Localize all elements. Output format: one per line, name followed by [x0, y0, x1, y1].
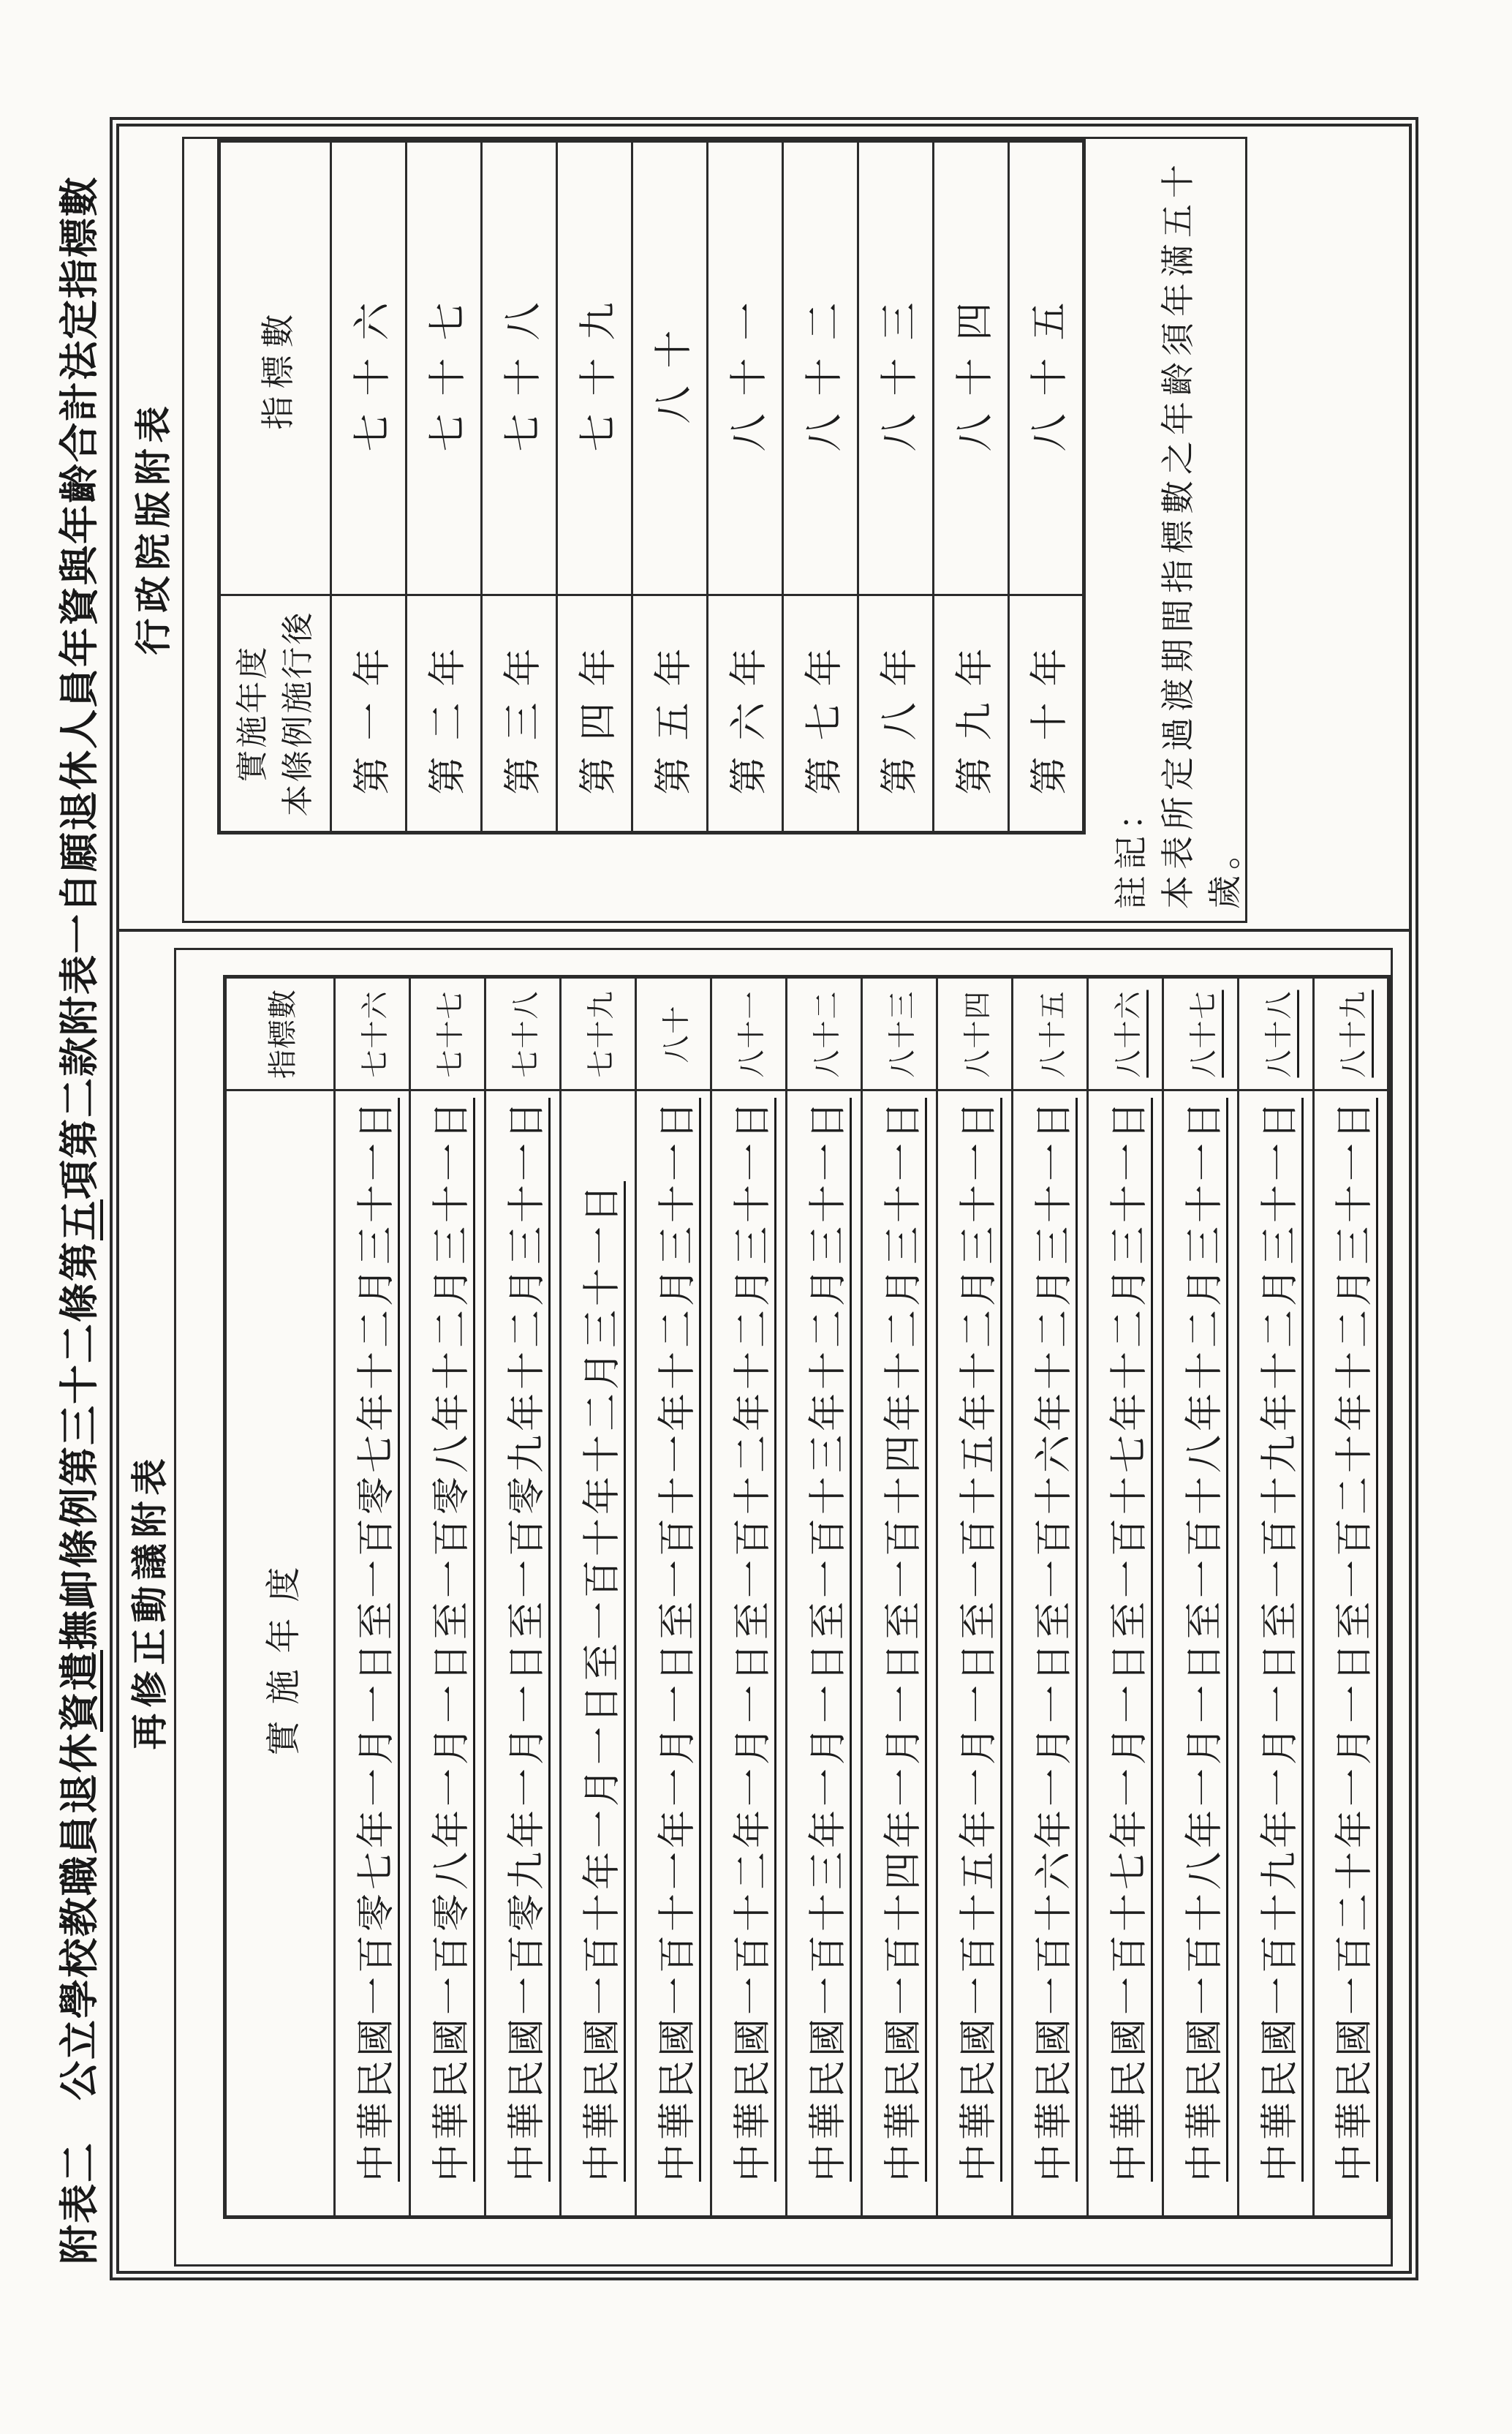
year-cell: 第八年 — [858, 595, 934, 833]
index-cell: 七十七 — [407, 141, 482, 595]
table-row — [410, 977, 485, 2218]
year-cell: 中華民國一百二十年一月一日至一百二十年十二月三十一日 — [1314, 1090, 1389, 2218]
table-row — [1009, 141, 1084, 833]
table-row — [858, 141, 934, 833]
index-cell: 八十五 — [1009, 141, 1084, 595]
year-cell: 中華民國一百十一年一月一日至一百十一年十二月三十一日 — [636, 1090, 711, 2218]
year-cell: 中華民國一百十八年一月一日至一百十八年十二月三十一日 — [1163, 1090, 1239, 2218]
index-cell: 七十七 — [410, 977, 485, 1090]
table-row — [331, 141, 407, 833]
table-row — [711, 977, 787, 2218]
title-part: 撫卹條例第三十二條第 — [56, 1240, 102, 1650]
year-cell: 中華民國一百零九年一月一日至一百零九年十二月三十一日 — [485, 1090, 561, 2218]
year-cell: 第三年 — [482, 595, 557, 833]
note-label: 註記： — [1111, 791, 1151, 909]
year-cell: 中華民國一百十七年一月一日至一百十七年十二月三十一日 — [1088, 1090, 1163, 2218]
index-cell: 七十八 — [485, 977, 561, 1090]
index-cell: 七十九 — [561, 977, 636, 1090]
table-row — [632, 141, 708, 833]
column-header-year — [219, 595, 331, 833]
index-cell: 八十五 — [1013, 977, 1088, 1090]
year-cell: 第五年 — [632, 595, 708, 833]
executive-yuan-table — [217, 139, 1086, 834]
note-line: 本表所定過渡期間指標數之年齡須年滿五十 — [1158, 159, 1198, 909]
section-content-box — [174, 948, 1393, 2267]
header-year-line2: 本條例施行後 — [279, 610, 317, 817]
section-content-box — [182, 137, 1247, 923]
index-cell: 七十八 — [482, 141, 557, 595]
table-header-row — [225, 977, 335, 2218]
table-row — [787, 977, 862, 2218]
re-amendment-table — [223, 975, 1391, 2219]
index-cell: 八十三 — [862, 977, 937, 1090]
header-year-line1: 實施年度 — [233, 644, 271, 783]
table-header-row — [219, 141, 331, 833]
year-cell: 第二年 — [407, 595, 482, 833]
index-cell: 八十四 — [934, 141, 1009, 595]
year-cell: 第九年 — [934, 595, 1009, 833]
table-row — [934, 141, 1009, 833]
index-cell: 八十二 — [783, 141, 858, 595]
table-row — [1239, 977, 1314, 2218]
index-cell: 八十 — [636, 977, 711, 1090]
index-cell: 八十 — [632, 141, 708, 595]
table-row — [937, 977, 1013, 2218]
index-cell: 八十一 — [711, 977, 787, 1090]
table-note — [1108, 146, 1248, 909]
note-line: 歲。 — [1205, 830, 1244, 909]
index-cell: 八十三 — [858, 141, 934, 595]
year-cell: 第一年 — [331, 595, 407, 833]
table-row — [482, 141, 557, 833]
year-cell: 中華民國一百零八年一月一日至一百零八年十二月三十一日 — [410, 1090, 485, 2218]
section-label: 行政院版附表 — [132, 400, 175, 655]
table-row — [561, 977, 636, 2218]
title-emphasis: 資遣 — [56, 1650, 102, 1732]
title-part: 附表二 公立學校教職員退休 — [56, 1732, 102, 2264]
table-row — [1013, 977, 1088, 2218]
year-cell: 中華民國一百十五年一月一日至一百十五年十二月三十一日 — [937, 1090, 1013, 2218]
title-part: 項第二款附表一自願退休人員年資與年齡合計法定指標數 — [56, 176, 102, 1199]
year-cell: 中華民國一百十三年一月一日至一百十三年十二月三十一日 — [787, 1090, 862, 2218]
year-cell: 第六年 — [708, 595, 783, 833]
index-cell: 八十二 — [787, 977, 862, 1090]
table-row — [485, 977, 561, 2218]
table-row — [1088, 977, 1163, 2218]
year-cell: 中華民國一百零七年一月一日至一百零七年十二月三十一日 — [335, 1090, 410, 2218]
index-cell: 七十六 — [331, 141, 407, 595]
table-row — [862, 977, 937, 2218]
year-cell: 中華民國一百十年一月一日至一百十年十二月三十一日 — [561, 1090, 636, 2218]
section-label: 再修正動議附表 — [127, 1453, 171, 1750]
table-row — [1314, 977, 1389, 2218]
year-cell: 第十年 — [1009, 595, 1084, 833]
year-cell: 中華民國一百十二年一月一日至一百十二年十二月三十一日 — [711, 1090, 787, 2218]
column-header-index: 指標數 — [219, 141, 331, 595]
index-cell: 八十四 — [937, 977, 1013, 1090]
column-header-index: 指標數 — [225, 977, 335, 1090]
table-row — [407, 141, 482, 833]
year-cell: 第四年 — [557, 595, 632, 833]
year-cell: 中華民國一百十九年一月一日至一百十九年十二月三十一日 — [1239, 1090, 1314, 2218]
index-cell: 八十一 — [708, 141, 783, 595]
index-cell: 八十八 — [1239, 977, 1314, 1090]
column-header-year: 實施年度 — [225, 1090, 335, 2218]
index-cell: 七十六 — [335, 977, 410, 1090]
year-cell: 第七年 — [783, 595, 858, 833]
table-row — [636, 977, 711, 2218]
year-cell: 中華民國一百十四年一月一日至一百十四年十二月三十一日 — [862, 1090, 937, 2218]
section-executive-yuan — [119, 127, 1409, 932]
index-cell: 八十九 — [1314, 977, 1389, 1090]
page-title — [48, 176, 105, 2264]
section-re-amendment — [119, 932, 1409, 2271]
title-emphasis: 五 — [56, 1199, 102, 1240]
table-row — [783, 141, 858, 833]
outer-frame — [110, 117, 1418, 2280]
table-row — [557, 141, 632, 833]
index-cell: 七十九 — [557, 141, 632, 595]
index-cell: 八十六 — [1088, 977, 1163, 1090]
index-cell: 八十七 — [1163, 977, 1239, 1090]
table-row — [335, 977, 410, 2218]
year-cell: 中華民國一百十六年一月一日至一百十六年十二月三十一日 — [1013, 1090, 1088, 2218]
table-row — [1163, 977, 1239, 2218]
table-row — [708, 141, 783, 833]
